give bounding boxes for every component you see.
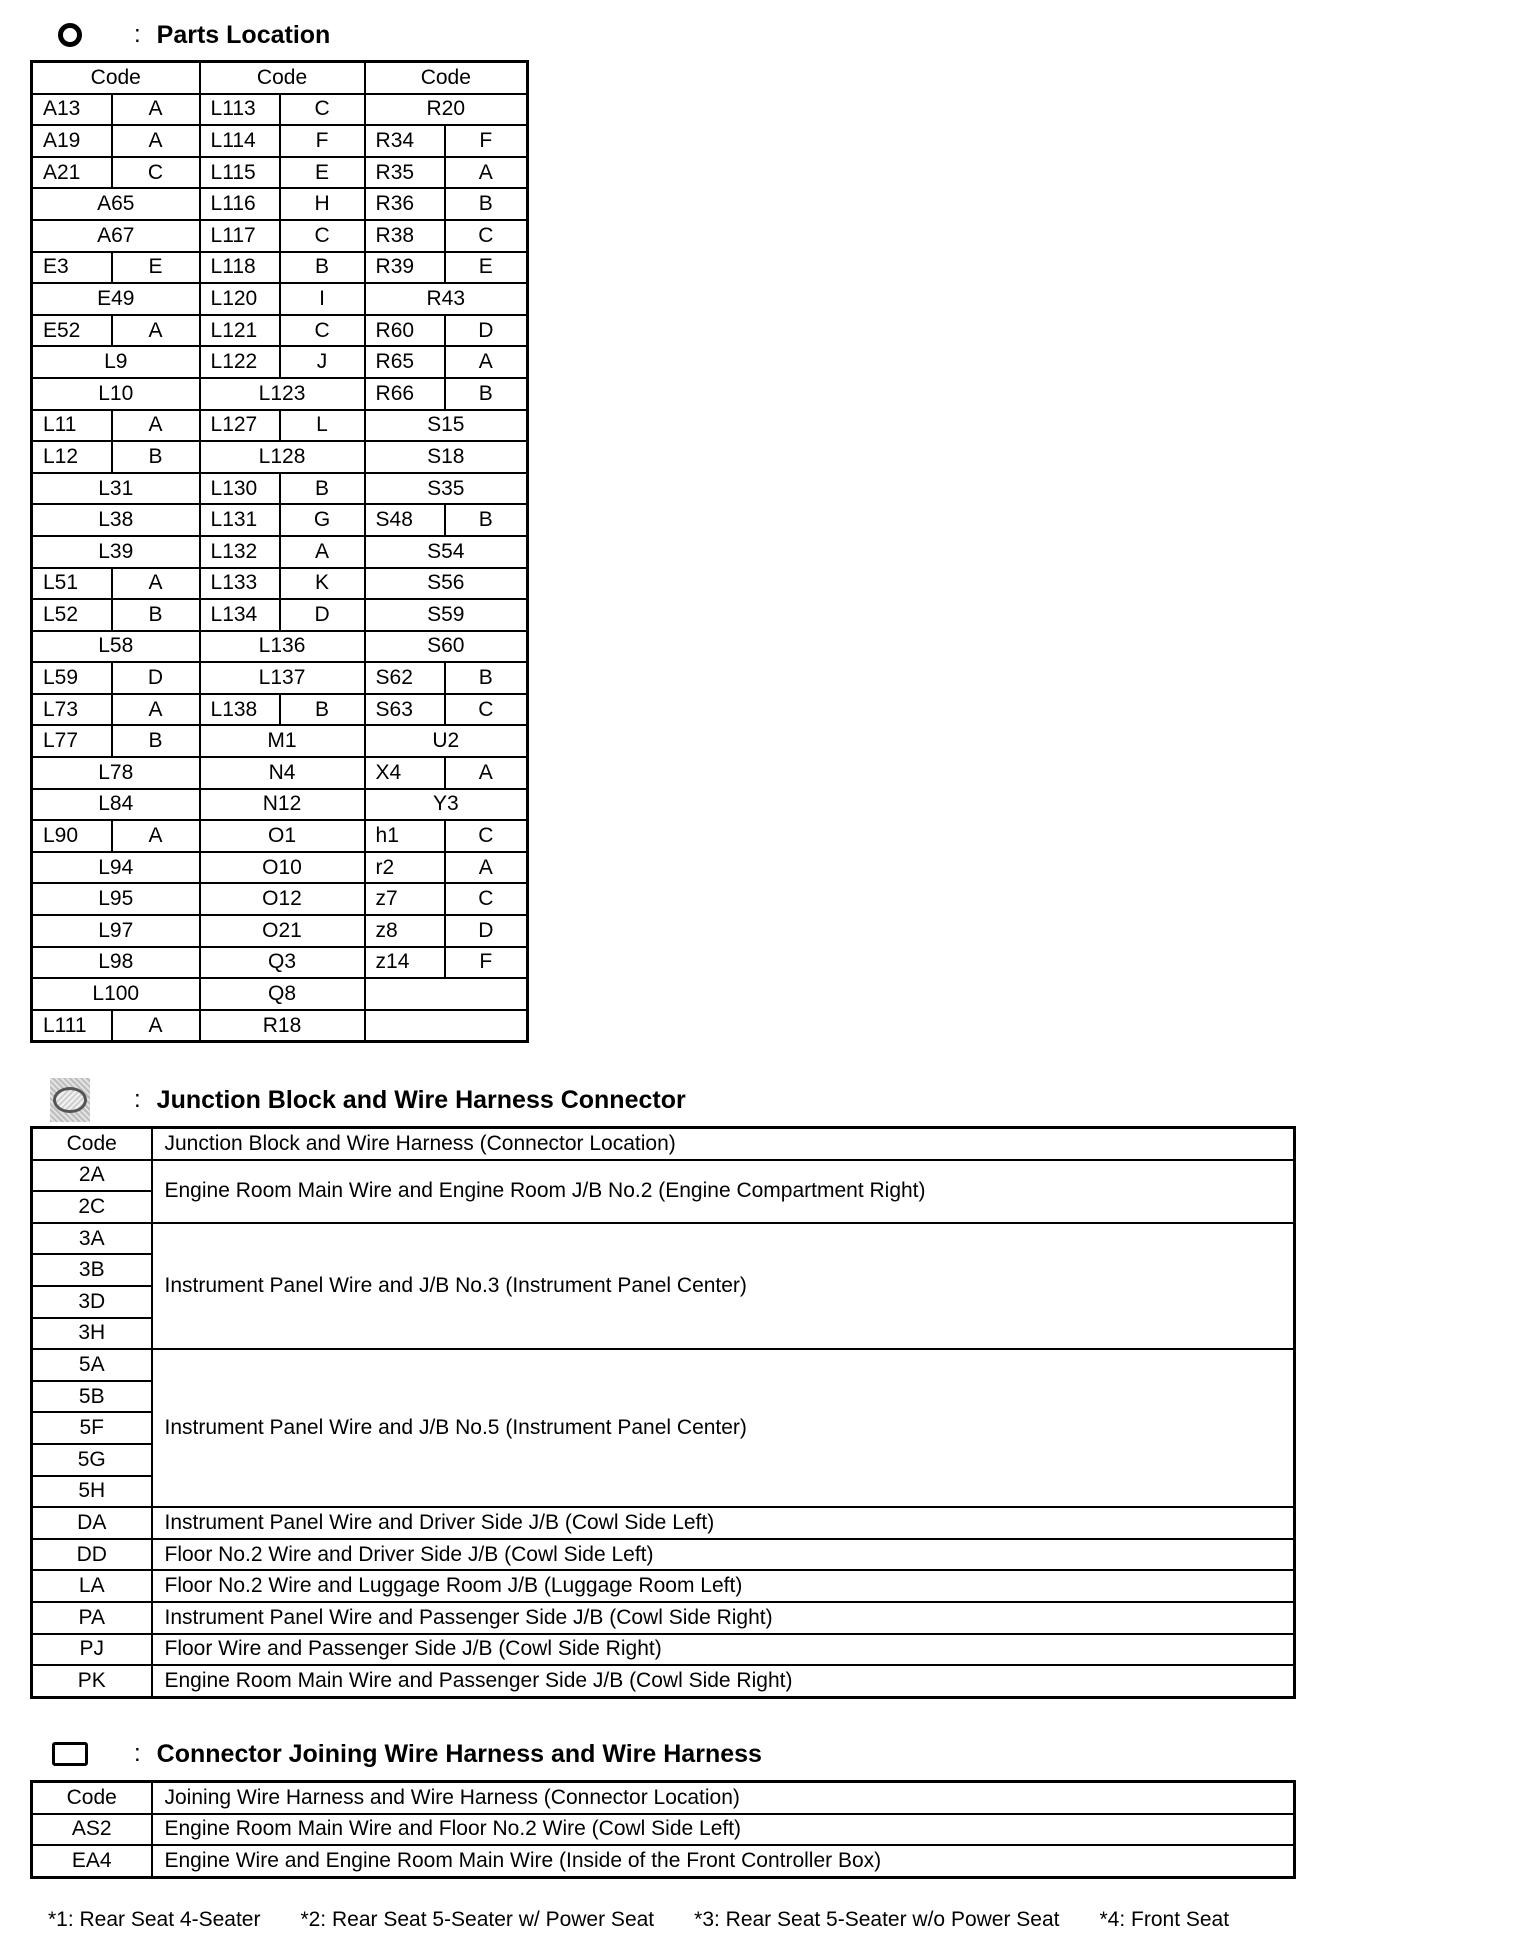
table-row xyxy=(32,125,528,157)
connector-location: Floor No.2 Wire and Luggage Room J/B (Luggage Room Left) xyxy=(152,1570,1295,1602)
footnote: *2: Rear Seat 5-Seater w/ Power Seat xyxy=(300,1908,655,1931)
connector-letter: A xyxy=(112,125,200,157)
connector-code: 2A xyxy=(32,1160,152,1192)
table-row xyxy=(32,1539,1295,1571)
part-code: L118 xyxy=(200,252,280,284)
table-row xyxy=(32,852,528,884)
part-code: S63 xyxy=(365,694,445,726)
part-code: S54 xyxy=(365,536,528,568)
connector-letter: A xyxy=(445,757,528,789)
table-row xyxy=(32,157,528,189)
part-code: L128 xyxy=(200,441,365,473)
part-code: L131 xyxy=(200,504,280,536)
table-row xyxy=(32,346,528,378)
connector-letter: A xyxy=(112,315,200,347)
connector-code: LA xyxy=(32,1570,152,1602)
table-row xyxy=(32,883,528,915)
part-code: L134 xyxy=(200,599,280,631)
part-code: R66 xyxy=(365,378,445,410)
connector-letter: A xyxy=(445,852,528,884)
connector-letter: A xyxy=(112,568,200,600)
column-header: Code xyxy=(32,62,200,94)
part-code: L121 xyxy=(200,315,280,347)
connector-letter: E xyxy=(112,252,200,284)
part-code: L59 xyxy=(32,662,112,694)
part-code: R36 xyxy=(365,188,445,220)
hatched-ring-icon xyxy=(50,1080,90,1120)
connector-letter: F xyxy=(445,125,528,157)
connector-letter: A xyxy=(445,157,528,189)
part-code: r2 xyxy=(365,852,445,884)
table-row xyxy=(32,315,528,347)
connector-code: AS2 xyxy=(32,1814,152,1846)
part-code: z8 xyxy=(365,915,445,947)
part-code: L100 xyxy=(32,978,200,1010)
part-code xyxy=(365,1010,528,1042)
part-code: R35 xyxy=(365,157,445,189)
part-code: S18 xyxy=(365,441,528,473)
table-row xyxy=(32,1814,1295,1846)
junction-header-row xyxy=(32,1128,1295,1160)
table-row xyxy=(32,978,528,1010)
table-row xyxy=(32,1665,1295,1697)
part-code: S59 xyxy=(365,599,528,631)
connector-letter: C xyxy=(445,694,528,726)
connector-letter: J xyxy=(280,346,365,378)
table-row xyxy=(32,757,528,789)
junction-block-table xyxy=(30,1126,1296,1699)
connector-code: 5B xyxy=(32,1381,152,1413)
part-code: L137 xyxy=(200,662,365,694)
part-code: R20 xyxy=(365,94,528,126)
part-code: L51 xyxy=(32,568,112,600)
part-code: L115 xyxy=(200,157,280,189)
part-code: L132 xyxy=(200,536,280,568)
location-header: Joining Wire Harness and Wire Harness (Connector Location) xyxy=(152,1782,1295,1814)
table-row xyxy=(32,1223,1295,1255)
table-row xyxy=(32,1160,1295,1192)
connector-location: Instrument Panel Wire and J/B No.3 (Instrument Panel Center) xyxy=(152,1223,1295,1349)
part-code: L114 xyxy=(200,125,280,157)
table-row xyxy=(32,1507,1295,1539)
part-code: L97 xyxy=(32,915,200,947)
connector-letter: B xyxy=(280,252,365,284)
table-row xyxy=(32,536,528,568)
connector-letter: I xyxy=(280,283,365,315)
part-code: R43 xyxy=(365,283,528,315)
connector-letter: B xyxy=(280,694,365,726)
part-code: L133 xyxy=(200,568,280,600)
footnote: *4: Front Seat xyxy=(1099,1908,1230,1931)
connector-code: 3B xyxy=(32,1254,152,1286)
connector-letter: D xyxy=(445,315,528,347)
part-code: A19 xyxy=(32,125,112,157)
connector-letter: A xyxy=(112,694,200,726)
part-code: L9 xyxy=(32,346,200,378)
code-header: Code xyxy=(32,1128,152,1160)
connector-joining-title: Connector Joining Wire Harness and Wire Harness xyxy=(156,1739,762,1768)
connector-letter: G xyxy=(280,504,365,536)
connector-code: 3H xyxy=(32,1318,152,1350)
connector-code: DA xyxy=(32,1507,152,1539)
part-code: O10 xyxy=(200,852,365,884)
part-code: L11 xyxy=(32,410,112,442)
table-row xyxy=(32,94,528,126)
connector-letter: C xyxy=(445,220,528,252)
connector-code: 5G xyxy=(32,1444,152,1476)
part-code: O21 xyxy=(200,915,365,947)
connector-letter: B xyxy=(112,441,200,473)
connector-location: Engine Room Main Wire and Engine Room J/B No.2 (Engine Compartment Right) xyxy=(152,1160,1295,1223)
part-code: L95 xyxy=(32,883,200,915)
part-code: L136 xyxy=(200,631,365,663)
column-header: Code xyxy=(365,62,528,94)
part-code: L122 xyxy=(200,346,280,378)
part-code: N12 xyxy=(200,789,365,821)
connector-letter: A xyxy=(112,1010,200,1042)
part-code: X4 xyxy=(365,757,445,789)
table-row xyxy=(32,599,528,631)
table-row xyxy=(32,473,528,505)
connector-letter: C xyxy=(445,820,528,852)
connector-letter: B xyxy=(112,725,200,757)
part-code: L58 xyxy=(32,631,200,663)
part-code: S60 xyxy=(365,631,528,663)
connector-location: Instrument Panel Wire and Passenger Side J/B (Cowl Side Right) xyxy=(152,1602,1295,1634)
connector-letter: F xyxy=(445,947,528,979)
part-code: R18 xyxy=(200,1010,365,1042)
part-code: L39 xyxy=(32,536,200,568)
connector-letter: A xyxy=(445,346,528,378)
part-code: L84 xyxy=(32,789,200,821)
connector-location: Floor Wire and Passenger Side J/B (Cowl Side Right) xyxy=(152,1634,1295,1666)
part-code: R34 xyxy=(365,125,445,157)
part-code: R39 xyxy=(365,252,445,284)
footnote: *3: Rear Seat 5-Seater w/o Power Seat xyxy=(694,1908,1060,1931)
connector-letter: C xyxy=(112,157,200,189)
part-code: E52 xyxy=(32,315,112,347)
part-code: L94 xyxy=(32,852,200,884)
connector-code: PA xyxy=(32,1602,152,1634)
connector-code: 5H xyxy=(32,1476,152,1508)
connector-letter: C xyxy=(280,94,365,126)
parts-location-title: Parts Location xyxy=(156,20,331,49)
table-row xyxy=(32,188,528,220)
part-code: S15 xyxy=(365,410,528,442)
part-code: L113 xyxy=(200,94,280,126)
part-code: S35 xyxy=(365,473,528,505)
connector-letter: E xyxy=(280,157,365,189)
connector-code: 2C xyxy=(32,1191,152,1223)
connector-code: PJ xyxy=(32,1634,152,1666)
part-code: R38 xyxy=(365,220,445,252)
table-row xyxy=(32,283,528,315)
table-row xyxy=(32,820,528,852)
part-code: U2 xyxy=(365,725,528,757)
part-code: L78 xyxy=(32,757,200,789)
table-row xyxy=(32,378,528,410)
part-code: L10 xyxy=(32,378,200,410)
part-code: L127 xyxy=(200,410,280,442)
table-row xyxy=(32,504,528,536)
part-code: E49 xyxy=(32,283,200,315)
part-code: S62 xyxy=(365,662,445,694)
table-row xyxy=(32,410,528,442)
part-code: L130 xyxy=(200,473,280,505)
part-code: E3 xyxy=(32,252,112,284)
connector-code: EA4 xyxy=(32,1845,152,1877)
connector-code: 5A xyxy=(32,1349,152,1381)
connector-location: Engine Room Main Wire and Floor No.2 Wire (Cowl Side Left) xyxy=(152,1814,1295,1846)
part-code: L123 xyxy=(200,378,365,410)
part-code: L98 xyxy=(32,947,200,979)
part-code: L138 xyxy=(200,694,280,726)
connector-code: 5F xyxy=(32,1412,152,1444)
code-header: Code xyxy=(32,1782,152,1814)
parts-location-table xyxy=(30,60,529,1043)
table-row xyxy=(32,694,528,726)
part-code: L117 xyxy=(200,220,280,252)
connector-letter: F xyxy=(280,125,365,157)
connector-letter: B xyxy=(445,662,528,694)
part-code xyxy=(365,978,528,1010)
table-row xyxy=(32,220,528,252)
connector-location: Engine Room Main Wire and Passenger Side J/B (Cowl Side Right) xyxy=(152,1665,1295,1697)
table-row xyxy=(32,947,528,979)
part-code: L38 xyxy=(32,504,200,536)
connector-letter: D xyxy=(112,662,200,694)
table-row xyxy=(32,1634,1295,1666)
connector-letter: A xyxy=(112,410,200,442)
part-code: L116 xyxy=(200,188,280,220)
connector-letter: B xyxy=(445,378,528,410)
part-code: z7 xyxy=(365,883,445,915)
connector-letter: A xyxy=(280,536,365,568)
connector-letter: K xyxy=(280,568,365,600)
connector-letter: B xyxy=(445,504,528,536)
connector-letter: B xyxy=(112,599,200,631)
junction-block-title: Junction Block and Wire Harness Connector xyxy=(156,1085,686,1114)
part-code: R65 xyxy=(365,346,445,378)
part-code: L90 xyxy=(32,820,112,852)
table-row xyxy=(32,252,528,284)
connector-location: Instrument Panel Wire and J/B No.5 (Instrument Panel Center) xyxy=(152,1349,1295,1507)
part-code: L77 xyxy=(32,725,112,757)
part-code: A13 xyxy=(32,94,112,126)
part-code: Q8 xyxy=(200,978,365,1010)
part-code: N4 xyxy=(200,757,365,789)
table-row xyxy=(32,441,528,473)
table-row xyxy=(32,631,528,663)
connector-code: 3A xyxy=(32,1223,152,1255)
part-code: L31 xyxy=(32,473,200,505)
connector-code: DD xyxy=(32,1539,152,1571)
table-row xyxy=(32,725,528,757)
connector-header-row xyxy=(32,1782,1295,1814)
part-code: L52 xyxy=(32,599,112,631)
connector-location: Engine Wire and Engine Room Main Wire (Inside of the Front Controller Box) xyxy=(152,1845,1295,1877)
table-row xyxy=(32,662,528,694)
connector-joining-heading: : Connector Joining Wire Harness and Wire Harness xyxy=(50,1734,762,1774)
connector-letter: A xyxy=(112,94,200,126)
part-code: z14 xyxy=(365,947,445,979)
part-code: O1 xyxy=(200,820,365,852)
connector-location: Floor No.2 Wire and Driver Side J/B (Cowl Side Left) xyxy=(152,1539,1295,1571)
part-code: O12 xyxy=(200,883,365,915)
table-row xyxy=(32,789,528,821)
location-header: Junction Block and Wire Harness (Connector Location) xyxy=(152,1128,1295,1160)
ring-icon xyxy=(50,15,90,55)
table-row xyxy=(32,1602,1295,1634)
parts-location-heading: : Parts Location xyxy=(50,15,330,55)
connector-letter: A xyxy=(112,820,200,852)
connector-code: 3D xyxy=(32,1286,152,1318)
part-code: A21 xyxy=(32,157,112,189)
table-row xyxy=(32,1845,1295,1877)
connector-joining-table xyxy=(30,1780,1296,1879)
part-code: L111 xyxy=(32,1010,112,1042)
table-row xyxy=(32,1349,1295,1381)
connector-letter: C xyxy=(280,220,365,252)
junction-block-heading: : Junction Block and Wire Harness Connector xyxy=(50,1080,686,1120)
part-code: L120 xyxy=(200,283,280,315)
rectangle-icon xyxy=(50,1734,90,1774)
column-header: Code xyxy=(200,62,365,94)
part-code: L73 xyxy=(32,694,112,726)
connector-location: Instrument Panel Wire and Driver Side J/B (Cowl Side Left) xyxy=(152,1507,1295,1539)
table-row xyxy=(32,1570,1295,1602)
connector-letter: D xyxy=(445,915,528,947)
footnote: *1: Rear Seat 4-Seater xyxy=(48,1908,261,1931)
part-code: Q3 xyxy=(200,947,365,979)
table-row xyxy=(32,915,528,947)
part-code: M1 xyxy=(200,725,365,757)
parts-header-row xyxy=(32,62,528,94)
footnotes xyxy=(48,1908,1229,1932)
part-code: h1 xyxy=(365,820,445,852)
connector-letter: C xyxy=(445,883,528,915)
connector-letter: C xyxy=(280,315,365,347)
connector-letter: L xyxy=(280,410,365,442)
connector-letter: H xyxy=(280,188,365,220)
part-code: S48 xyxy=(365,504,445,536)
connector-letter: D xyxy=(280,599,365,631)
part-code: A67 xyxy=(32,220,200,252)
part-code: Y3 xyxy=(365,789,528,821)
part-code: S56 xyxy=(365,568,528,600)
part-code: L12 xyxy=(32,441,112,473)
table-row xyxy=(32,568,528,600)
part-code: A65 xyxy=(32,188,200,220)
connector-letter: B xyxy=(445,188,528,220)
part-code: R60 xyxy=(365,315,445,347)
connector-letter: B xyxy=(280,473,365,505)
table-row xyxy=(32,1010,528,1042)
connector-code: PK xyxy=(32,1665,152,1697)
connector-letter: E xyxy=(445,252,528,284)
